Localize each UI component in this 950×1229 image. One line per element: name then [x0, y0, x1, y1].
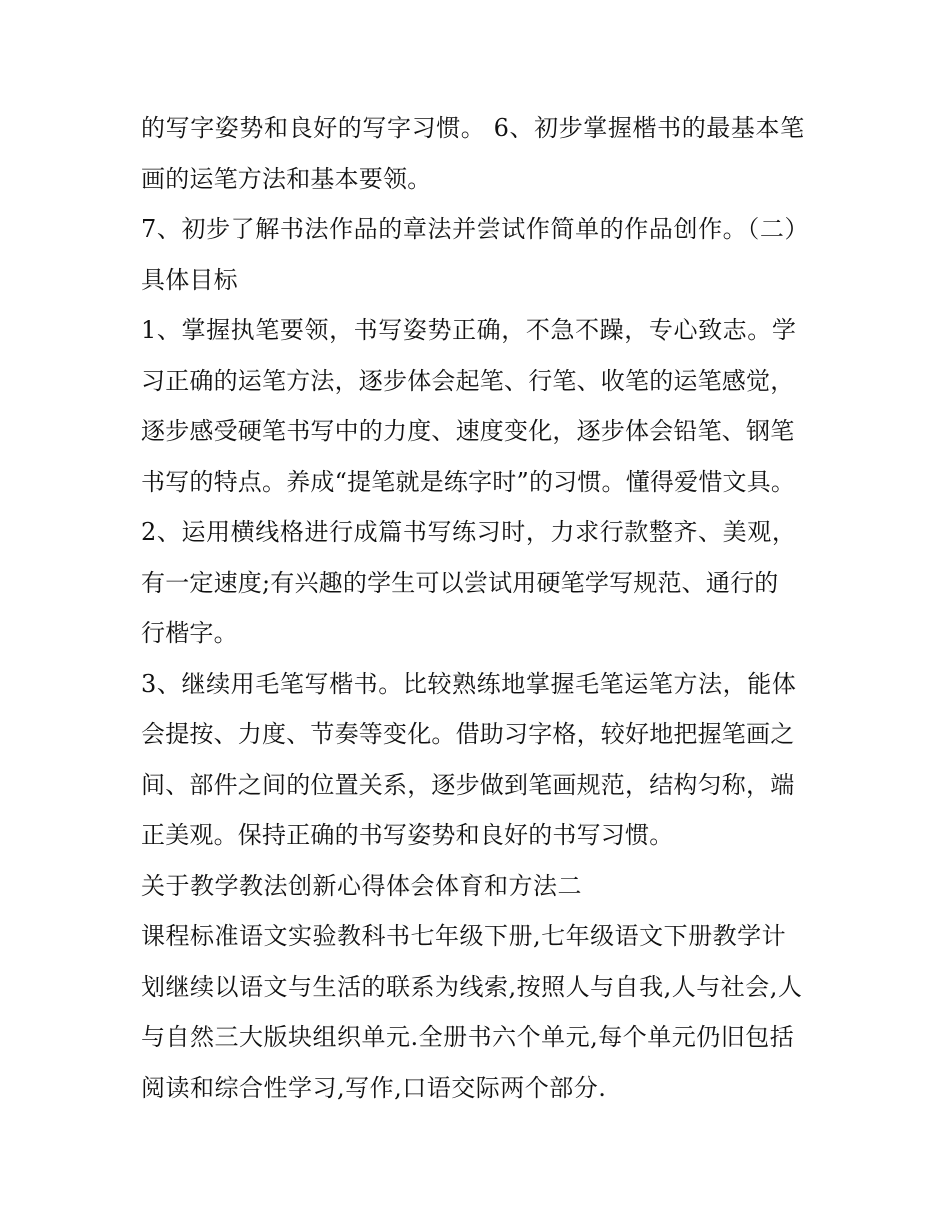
text-line-16: 关于教学教法创新心得体会体育和方法二 [141, 871, 582, 900]
text-line-2: 画的运笔方法和基本要领。 [141, 164, 432, 193]
text-line-3: 7、初步了解书法作品的章法并尝试作简单的作品创作。（二） [141, 215, 810, 243]
text-line-10: 有一定速度;有兴趣的学生可以尝试用硬笔学写规范、通行的 [141, 568, 779, 597]
document-body [141, 103, 821, 1113]
text-line-11: 行楷字。 [141, 619, 238, 647]
text-line-14: 间、部件之间的位置关系，逐步做到笔画规范，结构匀称，端 [141, 770, 795, 799]
text-line-17: 课程标准语文实验教科书七年级下册,七年级语文下册教学计 [141, 922, 787, 950]
text-line-12: 3、继续用毛笔写楷书。比较熟练地掌握毛笔运笔方法，能体 [141, 669, 797, 698]
text-line-13: 会提按、力度、节奏等变化。借助习字格，较好地把握笔画之 [141, 720, 795, 748]
text-line-4: 具体目标 [141, 265, 238, 294]
text-line-19: 与自然三大版块组织单元.全册书六个单元,每个单元仍旧包括 [141, 1023, 795, 1051]
text-line-1: 的写字姿势和良好的写字习惯。 6、初步掌握楷书的最基本笔 [141, 114, 805, 142]
text-line-8: 书写的特点。养成“提笔就是练字时”的习惯。懂得爱惜文具。 [141, 467, 796, 496]
text-line-18: 划继续以语文与生活的联系为线索,按照人与自我,人与社会,人 [141, 972, 803, 1001]
text-line-9: 2、运用横线格进行成篇书写练习时，力求行款整齐、美观， [141, 518, 797, 546]
text-line-20: 阅读和综合性学习,写作,口语交际两个部分. [141, 1073, 607, 1102]
text-line-5: 1、掌握执笔要领，书写姿势正确，不急不躁，专心致志。学 [141, 316, 797, 344]
text-line-7: 逐步感受硬笔书写中的力度、速度变化，逐步体会铅笔、钢笔 [141, 417, 795, 445]
text-line-15: 正美观。保持正确的书写姿势和良好的书写习惯。 [141, 821, 674, 849]
text-line-6: 习正确的运笔方法，逐步体会起笔、行笔、收笔的运笔感觉， [141, 366, 795, 395]
